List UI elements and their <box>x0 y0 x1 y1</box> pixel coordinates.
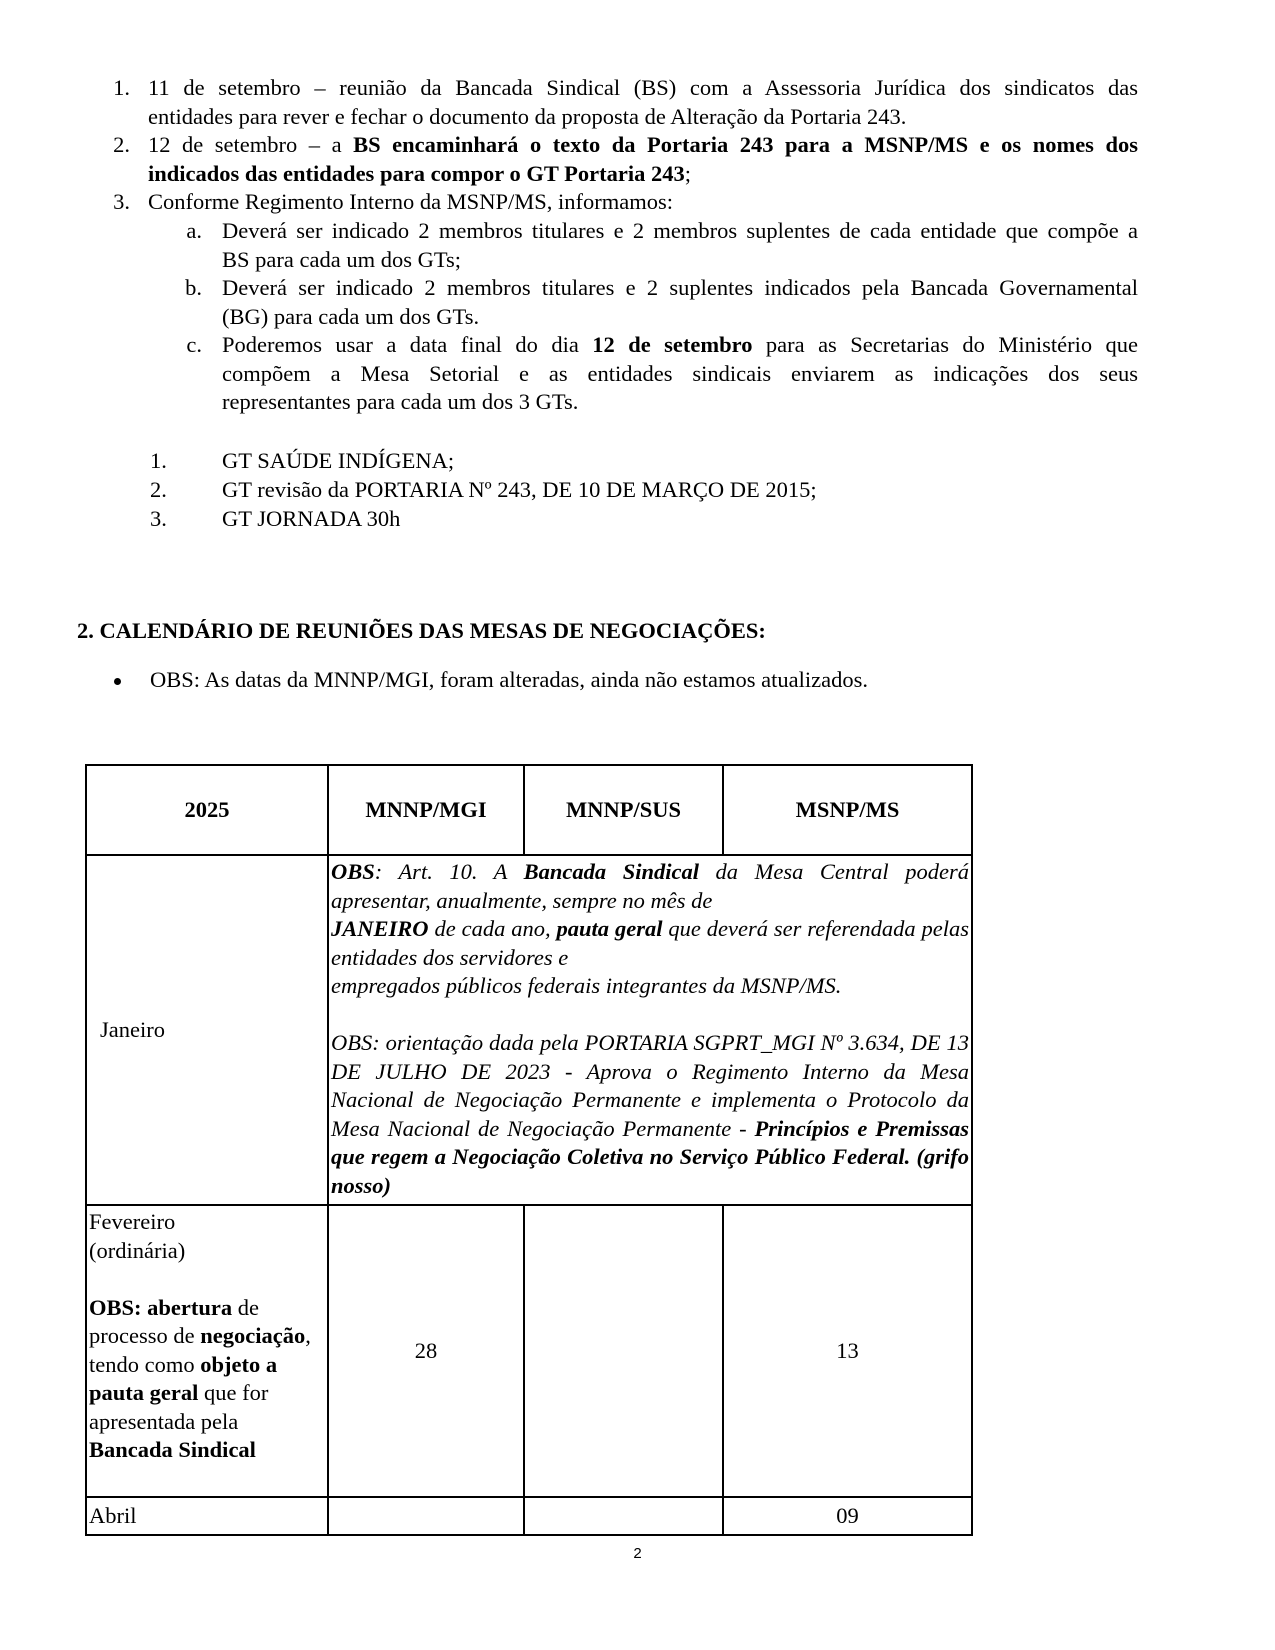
list-text-bold: indicados das entidades para compor o GT Portaria 243 <box>148 160 685 186</box>
month-label: Fevereiro <box>89 1209 176 1234</box>
calendar-table <box>85 764 973 1536</box>
cell-msnp-ms: 09 <box>723 1497 972 1535</box>
page-number: 2 <box>633 1545 642 1562</box>
obs-text: , tendo como <box>89 1323 311 1377</box>
sublist-text: Poderemos usar a data final do dia <box>222 332 593 357</box>
obs-paragraph <box>331 1029 969 1200</box>
sublist-text-bold: 12 de setembro <box>592 332 753 357</box>
list-item-line: 11 de setembro – reunião da Bancada Sindical (BS) com a Assessoria Jurídica dos sindicatos das <box>148 75 1138 100</box>
header-cell-mnnp-mgi: MNNP/MGI <box>328 765 524 855</box>
list-item-line <box>148 131 1138 160</box>
month-cell <box>86 1205 328 1497</box>
obs-text: OBS: orientação dada pela PORTARIA SGPRT_MGI Nº 3.634, DE 13 DE JULHO DE 2023 - Aprova o Regimento Interno da Mesa Nacional de Negociação Permanente e implementa o Protocolo da Mesa Nacional de Negociação Permanente - <box>331 1030 969 1141</box>
table-row-janeiro <box>86 855 972 1205</box>
obs-text: de processo de <box>89 1294 259 1348</box>
gt-number: 1. <box>150 448 167 473</box>
sublist-line <box>222 331 1138 360</box>
cell-mnnp-sus <box>524 1205 723 1497</box>
gt-text: GT revisão da PORTARIA Nº 243, DE 10 DE MARÇO DE 2015; <box>222 477 817 502</box>
obs-text: da Mesa Central poderá apresentar, anualmente, sempre no mês de <box>331 859 969 913</box>
gt-text: GT SAÚDE INDÍGENA; <box>222 448 455 473</box>
bullet-icon <box>114 678 121 685</box>
obs-text: que for apresentada pela <box>89 1380 269 1434</box>
month-cell: Abril <box>86 1497 328 1535</box>
header-cell-msnp-ms: MSNP/MS <box>723 765 972 855</box>
table-row-abril <box>86 1497 972 1535</box>
obs-bold: OBS: abertura <box>89 1294 233 1320</box>
fev-obs <box>89 1294 325 1465</box>
obs-bold: pauta geral <box>556 916 663 941</box>
list-item-line: Conforme Regimento Interno da MSNP/MS, informamos: <box>148 189 673 214</box>
sublist-letter: c. <box>186 332 202 357</box>
obs-text: empregados públicos federais integrantes da MSNP/MS. <box>331 973 842 998</box>
janeiro-obs-cell <box>328 855 972 1205</box>
cell-msnp-ms: 13 <box>723 1205 972 1497</box>
gt-number: 2. <box>150 477 167 502</box>
cell-mnnp-sus <box>524 1497 723 1535</box>
sublist-line: representantes para cada um dos 3 GTs. <box>222 389 579 414</box>
list-number: 2. <box>113 132 130 157</box>
table-row-fevereiro <box>86 1205 972 1497</box>
list-text-bold: BS encaminhará o texto da Portaria 243 para a MSNP/MS e os nomes dos <box>353 132 1138 157</box>
list-item-line: entidades para rever e fechar o documento da proposta de Alteração da Portaria 243. <box>148 103 907 129</box>
list-text: 12 de setembro – a <box>148 132 354 157</box>
sublist-text: para as Secretarias do Ministério que <box>752 332 1139 357</box>
list-item-line <box>148 160 1138 189</box>
month-sublabel: (ordinária) <box>89 1237 186 1263</box>
sublist-letter: a. <box>186 218 202 243</box>
obs-bold: JANEIRO <box>331 916 429 941</box>
obs-paragraph <box>331 858 969 1001</box>
list-number: 1. <box>113 75 130 100</box>
section-title: 2. CALENDÁRIO DE REUNIÕES DAS MESAS DE NEGOCIAÇÕES: <box>77 618 766 643</box>
gt-number: 3. <box>150 506 167 531</box>
bullet-text: OBS: As datas da MNNP/MGI, foram alteradas, ainda não estamos atualizados. <box>150 667 868 692</box>
obs-bold: negociação <box>200 1323 306 1348</box>
obs-bold: OBS <box>331 859 375 884</box>
list-number: 3. <box>113 189 130 214</box>
sublist-line: BS para cada um dos GTs; <box>222 246 462 272</box>
cell-mnnp-mgi: 28 <box>328 1205 524 1497</box>
table-header-row <box>86 765 972 855</box>
header-cell-mnnp-sus: MNNP/SUS <box>524 765 723 855</box>
cell-mnnp-mgi <box>328 1497 524 1535</box>
obs-bold: objeto a pauta geral <box>89 1351 278 1405</box>
sublist-line: Deverá ser indicado 2 membros titulares e 2 membros suplentes de cada entidade que compõe a <box>222 218 1138 243</box>
obs-text: de cada ano, <box>428 916 557 941</box>
obs-bold: Bancada Sindical <box>89 1437 256 1462</box>
header-cell-year: 2025 <box>86 765 328 855</box>
sublist-letter: b. <box>185 275 202 300</box>
obs-text: que deverá ser referendada pelas entidades dos servidores e <box>331 916 969 970</box>
obs-bold: Princípios e Premissas que regem a Negociação Coletiva no Serviço Público Federal. (grifo nosso) <box>331 1115 969 1198</box>
sublist-line: (BG) para cada um dos GTs. <box>222 303 480 329</box>
obs-text: : Art. 10. A <box>374 859 524 884</box>
obs-bold: Bancada Sindical <box>523 859 699 884</box>
list-text: ; <box>684 160 691 186</box>
month-cell: Janeiro <box>86 855 328 1205</box>
gt-text: GT JORNADA 30h <box>222 506 401 531</box>
sublist-line: Deverá ser indicado 2 membros titulares e 2 suplentes indicados pela Bancada Governamental <box>222 275 1138 300</box>
sublist-line: compõem a Mesa Setorial e as entidades sindicais enviarem as indicações dos seus <box>222 360 1138 386</box>
